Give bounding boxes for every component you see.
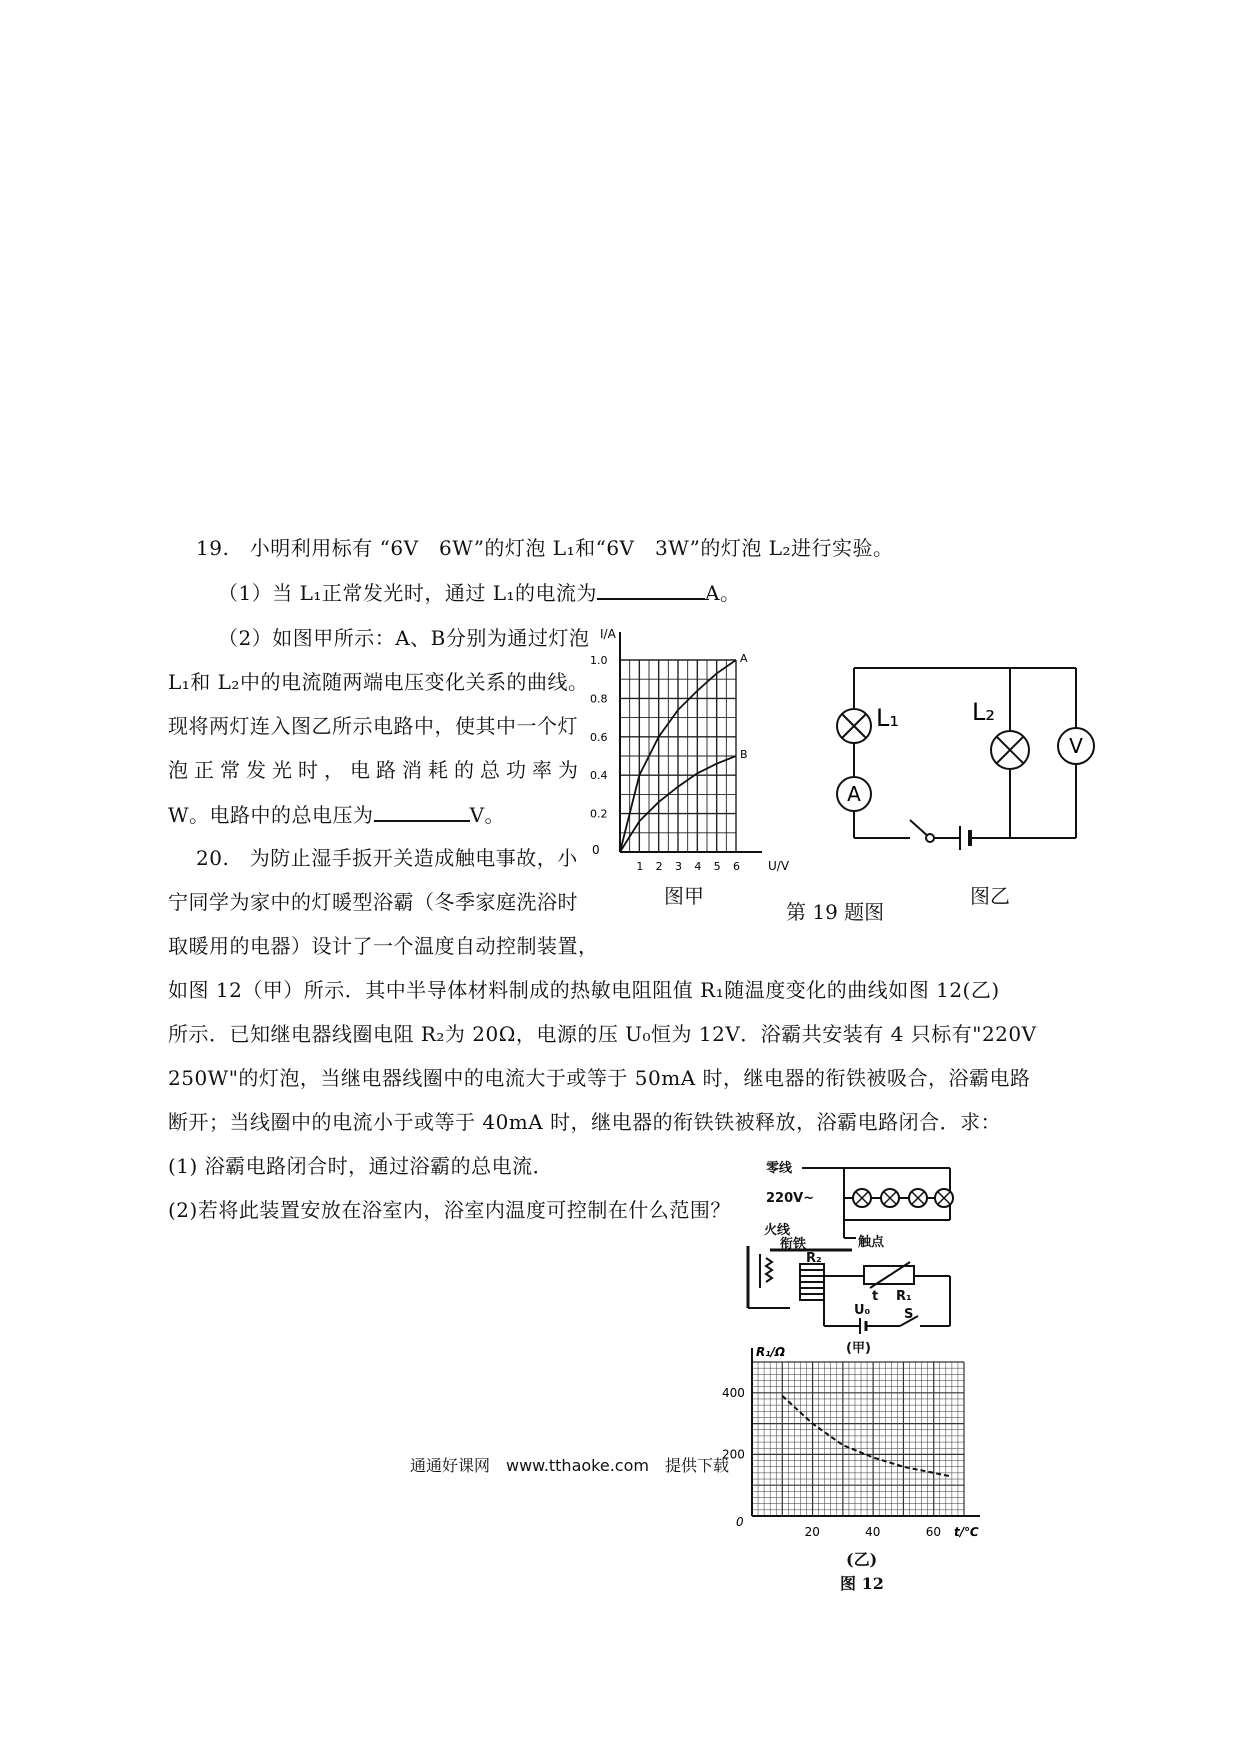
lamp-l1-label: L₁ <box>876 704 899 732</box>
q19-part2-line4: 泡正常发光时，电路消耗的总功率为 <box>168 758 584 782</box>
q20-line5: 所示．已知继电器线圈电阻 R₂为 20Ω，电源的压 U₀恒为 12V．浴霸共安装有 4 只标有"220V <box>168 1022 1037 1046</box>
x-tick-label: 1 <box>636 860 644 873</box>
q20-sub2: (2)若将此装置安放在浴室内，浴室内温度可控制在什么范围？ <box>168 1198 731 1222</box>
contact-label: 触点 <box>858 1235 885 1250</box>
r1-temperature-chart <box>718 1340 990 1540</box>
q20-line2: 宁同学为家中的灯暖型浴霸（冬季家庭洗浴时 <box>168 890 578 914</box>
q19-part1-text: （1）当 L₁正常发光时，通过 L₁的电流为 <box>218 581 598 605</box>
x-axis-label: U/V <box>768 859 790 873</box>
q19-part2-line2: L₁和 L₂中的电流随两端电压变化关系的曲线。 <box>168 670 589 694</box>
fig-19-caption: 第 19 题图 <box>786 900 885 924</box>
q19-part1-blank[interactable] <box>597 578 705 600</box>
x-tick-label: 5 <box>713 860 721 873</box>
fig-b-caption: 图乙 <box>970 884 1010 908</box>
q19-part2-line3: 现将两灯连入图乙所示电路中，使其中一个灯 <box>168 714 578 738</box>
y-axis-label: R₁/Ω <box>756 1345 786 1359</box>
r1-label: R₁ <box>896 1289 912 1304</box>
switch-s-label: S <box>904 1307 914 1322</box>
footer-source: 通通好课网 www.tthaoke.com 提供下载 <box>410 1456 729 1475</box>
relay-circuit-diagram <box>740 1158 970 1358</box>
voltmeter-label: V <box>1069 734 1083 758</box>
r2-label: R₂ <box>806 1251 822 1266</box>
x-tick-label: 40 <box>865 1525 881 1539</box>
q19-part1 <box>218 578 741 607</box>
x-tick-label: 6 <box>733 860 740 873</box>
iu-chart <box>584 622 814 882</box>
x-tick-label: 4 <box>694 860 702 873</box>
q20-line6: 250W"的灯泡，当继电器线圈中的电流大于或等于 50mA 时，继电器的衔铁被吸合，浴霸电路 <box>168 1066 1031 1090</box>
q20-line7: 断开；当线圈中的电流小于或等于 40mA 时，继电器的衔铁铁被释放，浴霸电路闭合．求： <box>168 1110 1002 1134</box>
q20-line3: 取暖用的电器）设计了一个温度自动控制装置， <box>168 934 599 958</box>
origin-label: 0 <box>592 843 600 857</box>
fig-a-caption: 图甲 <box>664 884 704 908</box>
fig12-caption: 图 12 <box>840 1574 884 1593</box>
ammeter-label: A <box>847 782 861 806</box>
q20-sub1: (1) 浴霸电路闭合时，通过浴霸的总电流． <box>168 1154 554 1178</box>
q19-voltage-blank[interactable] <box>374 800 470 822</box>
neutral-label: 零线 <box>766 1161 793 1176</box>
q19-stem: 19. 小明利用标有 “6V 6W”的灯泡 L₁和“6V 3W”的灯泡 L₂进行实验。 <box>196 536 894 560</box>
y-tick-label: 0.2 <box>590 807 608 821</box>
y-tick-label: 0.8 <box>590 692 608 706</box>
q19-power-unit: W。电路中的总电压为 <box>168 803 374 827</box>
spring-icon <box>766 1258 772 1282</box>
q20-line4: 如图 12（甲）所示．其中半导体材料制成的热敏电阻阻值 R₁随温度变化的曲线如图 12(乙) <box>168 978 1000 1002</box>
u0-label: U₀ <box>854 1303 871 1318</box>
y-tick-label: 200 <box>722 1447 745 1462</box>
curve-a-label: A <box>740 652 748 665</box>
y-axis-label: I/A <box>600 627 616 641</box>
q20-line1: 20. 为防止湿手扳开关造成触电事故，小 <box>196 846 578 870</box>
q19-voltage-unit: V。 <box>469 803 506 827</box>
x-tick-label: 3 <box>675 860 682 873</box>
live-label: 火线 <box>764 1223 791 1238</box>
origin-label: 0 <box>736 1515 744 1529</box>
armature-label: 衔铁 <box>780 1237 807 1252</box>
voltage-label: 220V~ <box>766 1191 815 1206</box>
fig12-a-caption: (甲) <box>846 1341 871 1356</box>
q19-part2-line1: （2）如图甲所示：A、B分别为通过灯泡 <box>218 626 590 650</box>
parallel-circuit-diagram <box>830 660 1100 870</box>
curve-b-label: B <box>740 748 748 761</box>
fig12-b-caption: (乙) <box>846 1550 878 1569</box>
x-tick-label: 60 <box>925 1525 941 1539</box>
y-tick-label: 0.4 <box>590 769 608 783</box>
q19-part1-unit: A。 <box>705 581 741 605</box>
lamp-l2-label: L₂ <box>972 698 995 726</box>
q19-part2-line5 <box>168 800 505 829</box>
x-tick-label: 20 <box>804 1525 820 1539</box>
y-tick-label: 400 <box>722 1385 745 1400</box>
t-label: t <box>872 1289 879 1304</box>
switch-pivot <box>926 834 934 842</box>
x-tick-label: 2 <box>655 860 663 873</box>
x-axis-label: t/℃ <box>954 1525 979 1539</box>
y-tick-label: 1.0 <box>590 654 608 667</box>
y-tick-label: 0.6 <box>590 730 608 744</box>
